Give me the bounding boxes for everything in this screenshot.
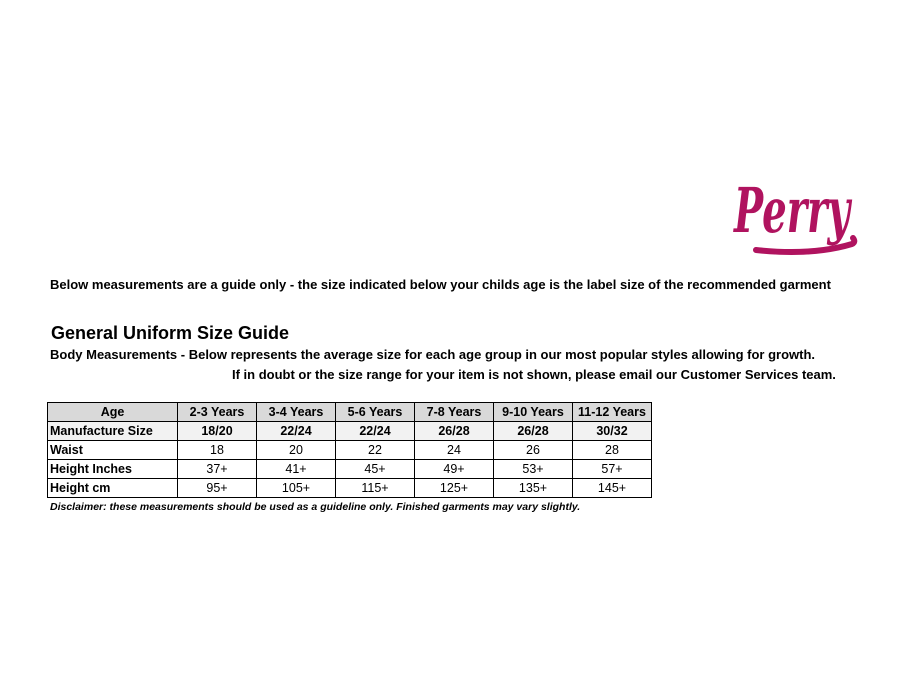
age-column-header: 2-3 Years bbox=[178, 403, 257, 422]
table-cell: 95+ bbox=[178, 479, 257, 498]
svg-text:Perry: Perry bbox=[732, 174, 853, 247]
table-cell: 22 bbox=[336, 441, 415, 460]
age-column-header: 3-4 Years bbox=[257, 403, 336, 422]
intro-text: Below measurements are a guide only - the size indicated below your childs age is the label size of the recommended garment bbox=[50, 277, 831, 292]
table-cell: 125+ bbox=[415, 479, 494, 498]
table-cell: 53+ bbox=[494, 460, 573, 479]
table-cell: 26/28 bbox=[415, 422, 494, 441]
age-column-header: 5-6 Years bbox=[336, 403, 415, 422]
table-row bbox=[48, 460, 652, 479]
body-measurements-text: Body Measurements - Below represents the average size for each age group in our most popular styles allowing for growth. bbox=[50, 347, 816, 362]
table-cell: 18/20 bbox=[178, 422, 257, 441]
row-label-height-cm: Height cm bbox=[48, 479, 178, 498]
table-cell: 30/32 bbox=[573, 422, 652, 441]
row-label-manufacture-size: Manufacture Size bbox=[48, 422, 178, 441]
row-label-height-inches: Height Inches bbox=[48, 460, 178, 479]
table-cell: 26/28 bbox=[494, 422, 573, 441]
row-label-waist: Waist bbox=[48, 441, 178, 460]
table-cell: 105+ bbox=[257, 479, 336, 498]
contact-note-text: If in doubt or the size range for your item is not shown, please email our Customer Services team. bbox=[232, 367, 836, 382]
table-cell: 115+ bbox=[336, 479, 415, 498]
size-guide-table bbox=[47, 402, 652, 498]
age-column-header: 7-8 Years bbox=[415, 403, 494, 422]
table-row bbox=[48, 422, 652, 441]
table-cell: 24 bbox=[415, 441, 494, 460]
table-cell: 49+ bbox=[415, 460, 494, 479]
table-cell: 41+ bbox=[257, 460, 336, 479]
table-cell: 45+ bbox=[336, 460, 415, 479]
table-cell: 37+ bbox=[178, 460, 257, 479]
table-cell: 135+ bbox=[494, 479, 573, 498]
disclaimer-text: Disclaimer: these measurements should be used as a guideline only. Finished garments may vary slightly. bbox=[50, 501, 581, 513]
table-cell: 20 bbox=[257, 441, 336, 460]
perry-logo bbox=[732, 166, 860, 262]
age-column-header: 9-10 Years bbox=[494, 403, 573, 422]
table-cell: 145+ bbox=[573, 479, 652, 498]
table-cell: 18 bbox=[178, 441, 257, 460]
age-header-cell: Age bbox=[48, 403, 178, 422]
table-cell: 28 bbox=[573, 441, 652, 460]
table-row bbox=[48, 441, 652, 460]
table-header-row bbox=[48, 403, 652, 422]
table-cell: 57+ bbox=[573, 460, 652, 479]
age-column-header: 11-12 Years bbox=[573, 403, 652, 422]
page-title: General Uniform Size Guide bbox=[51, 323, 290, 343]
table-row bbox=[48, 479, 652, 498]
table-cell: 26 bbox=[494, 441, 573, 460]
table-cell: 22/24 bbox=[336, 422, 415, 441]
table-cell: 22/24 bbox=[257, 422, 336, 441]
